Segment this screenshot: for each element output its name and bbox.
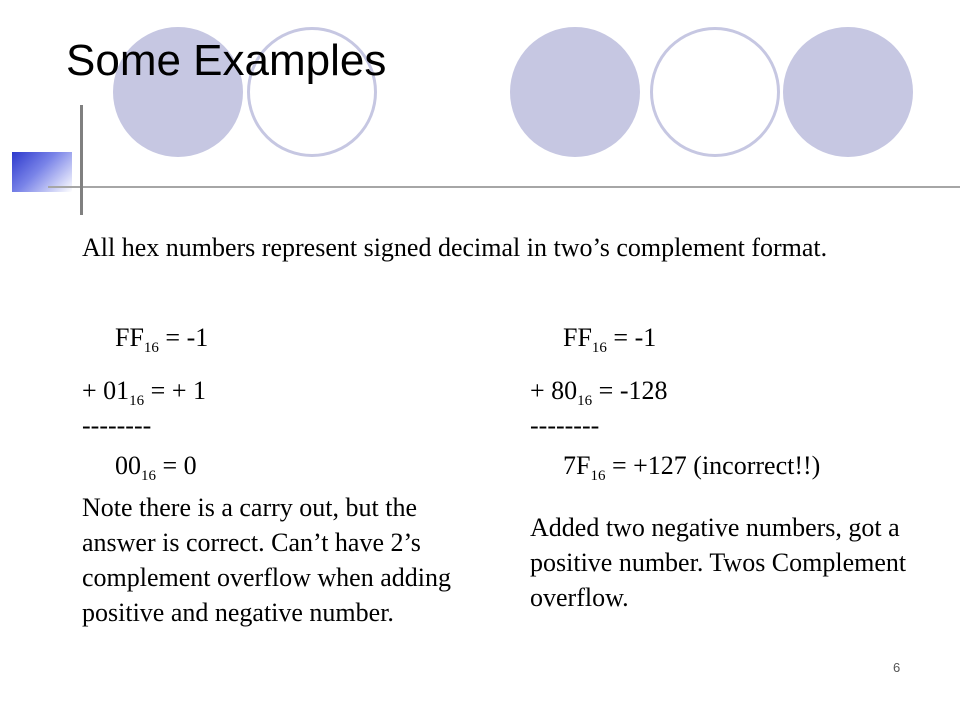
right-separator: -------- [530, 411, 600, 440]
left-line-3: $00_{16} = 0$ [115, 451, 197, 484]
title-rule-horizontal [48, 186, 960, 188]
right-line-1: $FF_{16} = -1$ [563, 323, 657, 356]
left-note: Note there is a carry out, but the answer is correct. Can’t have 2’s complement overflow when adding positive and negative number. [82, 493, 451, 627]
left-separator: -------- [82, 411, 152, 440]
right-note: Added two negative numbers, got a positive number. Twos Complement overflow. [530, 513, 907, 612]
decor-circle-filled-3 [783, 27, 913, 157]
title-rule-vertical [80, 105, 83, 215]
right-line-2: + $80_{16} = -128$ [530, 376, 668, 409]
intro-text: All hex numbers represent signed decimal in two’s complement format. [82, 233, 828, 262]
right-line-3: $7F_{16} = +127$ (incorrect!!) [563, 451, 821, 484]
left-line-1: $FF_{16} = -1$ [115, 323, 209, 356]
page-number: 6 [893, 660, 901, 675]
decor-circle-filled-2 [510, 27, 640, 157]
decor-circle-ring-2 [650, 27, 780, 157]
slide-title: Some Examples [66, 36, 387, 85]
left-line-2: + $01_{16}$ = + 1 [82, 376, 206, 409]
